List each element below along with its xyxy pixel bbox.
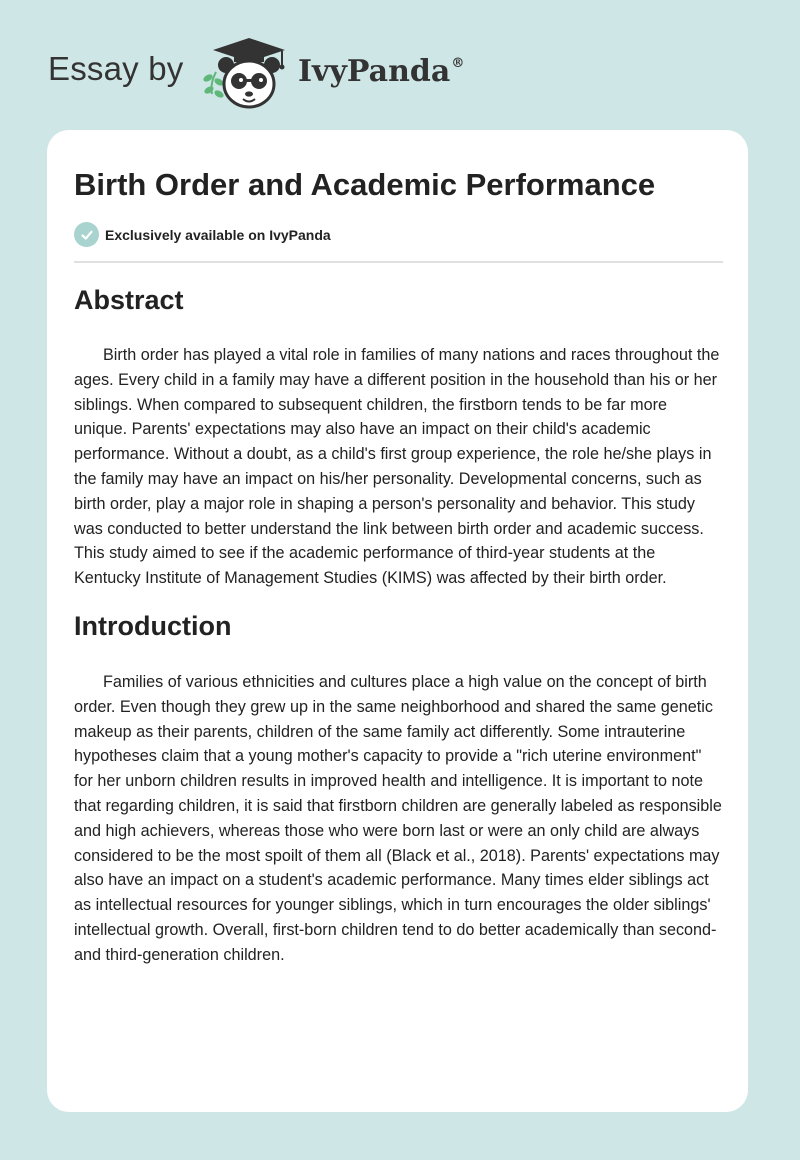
- panda-logo-icon[interactable]: [200, 32, 290, 112]
- brand-name[interactable]: [298, 54, 464, 89]
- leaf-icon: [202, 72, 225, 99]
- exclusive-badge-label: Exclusively available on IvyPanda: [105, 226, 331, 243]
- brand-label: IvyPanda: [298, 54, 451, 89]
- essay-card: [47, 130, 748, 1112]
- essay-title: Birth Order and Academic Performance: [74, 167, 656, 202]
- exclusive-badge: [74, 222, 331, 247]
- section-heading-abstract: Abstract: [74, 285, 184, 315]
- registered-mark: ®: [451, 56, 465, 71]
- essay-by-label: Essay by: [48, 50, 184, 87]
- section-heading-introduction: Introduction: [74, 611, 232, 641]
- introduction-paragraph: Families of various ethnicities and cultures place a high value on the concept of birth order. Even though they grew up in the same neighborhood and shared the same genetic makeup as their parents, children of the same family act differently. Some intrauterine hypotheses claim that a young mother's capacity to provide a "rich uterine environment" for her unborn children results in improved health and intelligence. It is important to note that regarding children, it is said that firstborn children are generally labeled as responsible and high achievers, whereas those who were born last or were an only child are always considered to be the most spoilt of them all (Black et al., 2018). Parents' expectations may also have an impact on a student's academic performance. Many times elder siblings act as intellectual resources for younger siblings, which in turn encourages the older siblings' intellectual growth. Overall, first-born children tend to do better academically than second- and third-generation children.: [74, 673, 722, 964]
- site-header: [48, 30, 548, 114]
- checkmark-icon: [74, 222, 99, 247]
- abstract-paragraph: Birth order has played a vital role in families of many nations and races throughout the ages. Every child in a family may have a different position in the household than his or her siblings. When compared to subsequent children, the firstborn tends to be far more unique. Parents' expectations may also have an impact on their child's academic performance. Without a doubt, as a child's first group experience, the role he/she plays in the family may have an impact on his/her personality. Developmental concerns, such as birth order, play a major role in shaping a person's personality and behavior. This study was conducted to better understand the link between birth order and academic success. This study aimed to see if the academic performance of third-year students at the Kentucky Institute of Management Studies (KIMS) was affected by their birth order.: [74, 346, 720, 588]
- title-divider: [74, 261, 723, 263]
